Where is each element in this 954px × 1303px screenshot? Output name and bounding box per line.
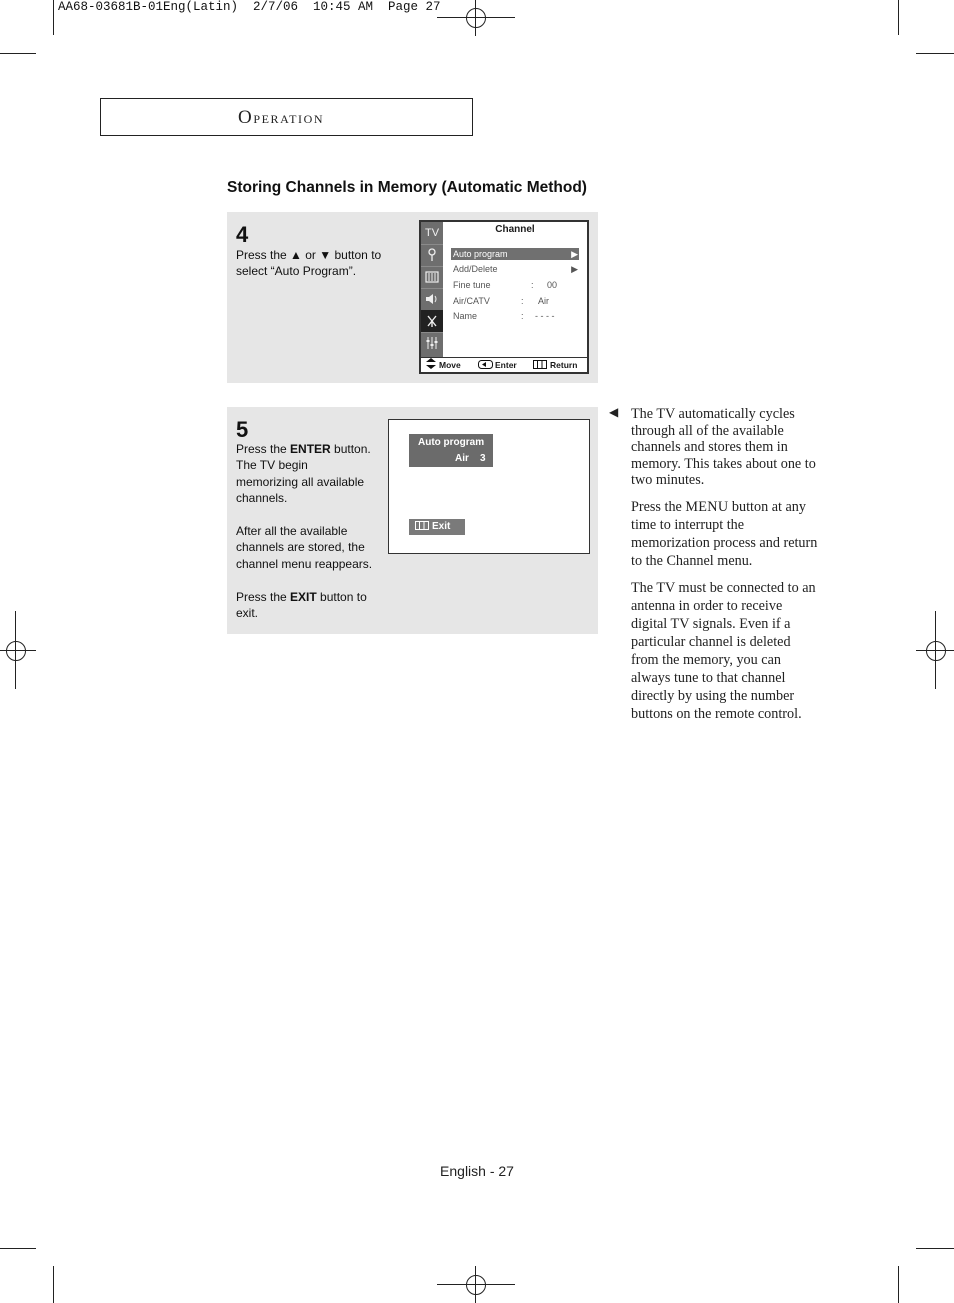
setup-icon [421, 332, 443, 354]
menu-item-air-catv[interactable]: Air/CATV : Air [453, 296, 549, 306]
step-number: 5 [236, 417, 249, 442]
print-header: AA68-03681B-01Eng(Latin) 2/7/06 10:45 AM Page 27 [58, 0, 441, 14]
section-label-box [100, 98, 473, 136]
note-bullet-icon: ◀ [609, 405, 619, 419]
note-paragraph-2: Press the MENU button at any time to interrupt the memorization process and return to the Channel menu. [631, 499, 818, 569]
move-icon [426, 358, 436, 372]
auto-program-screen [388, 419, 590, 554]
note-paragraph-3: The TV must be connected to an antenna in order to receive digital TV signals. Even if a particular channel is deleted from the memory, you can always tune to that channel directly by using the number buttons on the remote control. [631, 580, 816, 722]
return-icon [533, 358, 547, 372]
move-label: Move [439, 360, 461, 370]
tv-mode-icon: TV [421, 222, 443, 245]
submenu-arrow-icon: ▶ [571, 249, 578, 259]
exit-hint: Exit [409, 519, 465, 535]
step-number: 4 [236, 222, 249, 247]
up-arrow-icon: ▲ [290, 248, 302, 262]
channel-antenna-icon [421, 310, 443, 333]
menu-item-add-delete[interactable]: Add/Delete ▶ [453, 264, 578, 274]
note-paragraph-1: The TV automatically cycles through all of the available channels and stores them in memory. This takes about one to two minutes. [631, 406, 816, 488]
page-number: English - 27 [440, 1163, 514, 1179]
return-label: Return [550, 360, 578, 370]
page-title: Storing Channels in Memory (Automatic Method) [227, 179, 587, 196]
menu-item-auto-program[interactable]: Auto program ▶ [453, 249, 578, 259]
sound-icon [421, 288, 443, 311]
enter-icon [478, 358, 493, 372]
enter-label: Enter [495, 360, 517, 370]
submenu-arrow-icon: ▶ [571, 264, 578, 274]
menu-item-fine-tune[interactable]: Fine tune : 00 [453, 280, 558, 290]
step-5-panel [227, 407, 598, 634]
section-label: OPERATION [238, 107, 325, 128]
input-icon [421, 244, 443, 267]
notes-column [631, 405, 846, 723]
menu-item-name[interactable]: Name : - - - - [453, 311, 555, 321]
auto-program-status: Auto program Air 3 [409, 434, 493, 467]
step-instruction: Press the ENTER button. The TV begin memorizing all available channels. After all the available channels are stored, the channel menu reappears. Press the EXIT button to exit. [236, 442, 373, 621]
step-4-panel [227, 212, 598, 383]
menu-sidebar [421, 222, 443, 358]
picture-icon [421, 266, 443, 289]
step-instruction: Press the ▲ or ▼ button to select “Auto Program”. [236, 248, 382, 279]
down-arrow-icon: ▼ [319, 248, 332, 262]
menu-footer [421, 357, 587, 372]
exit-icon [415, 519, 429, 535]
menu-title: Channel [495, 224, 535, 235]
channel-menu-screen [419, 220, 589, 374]
